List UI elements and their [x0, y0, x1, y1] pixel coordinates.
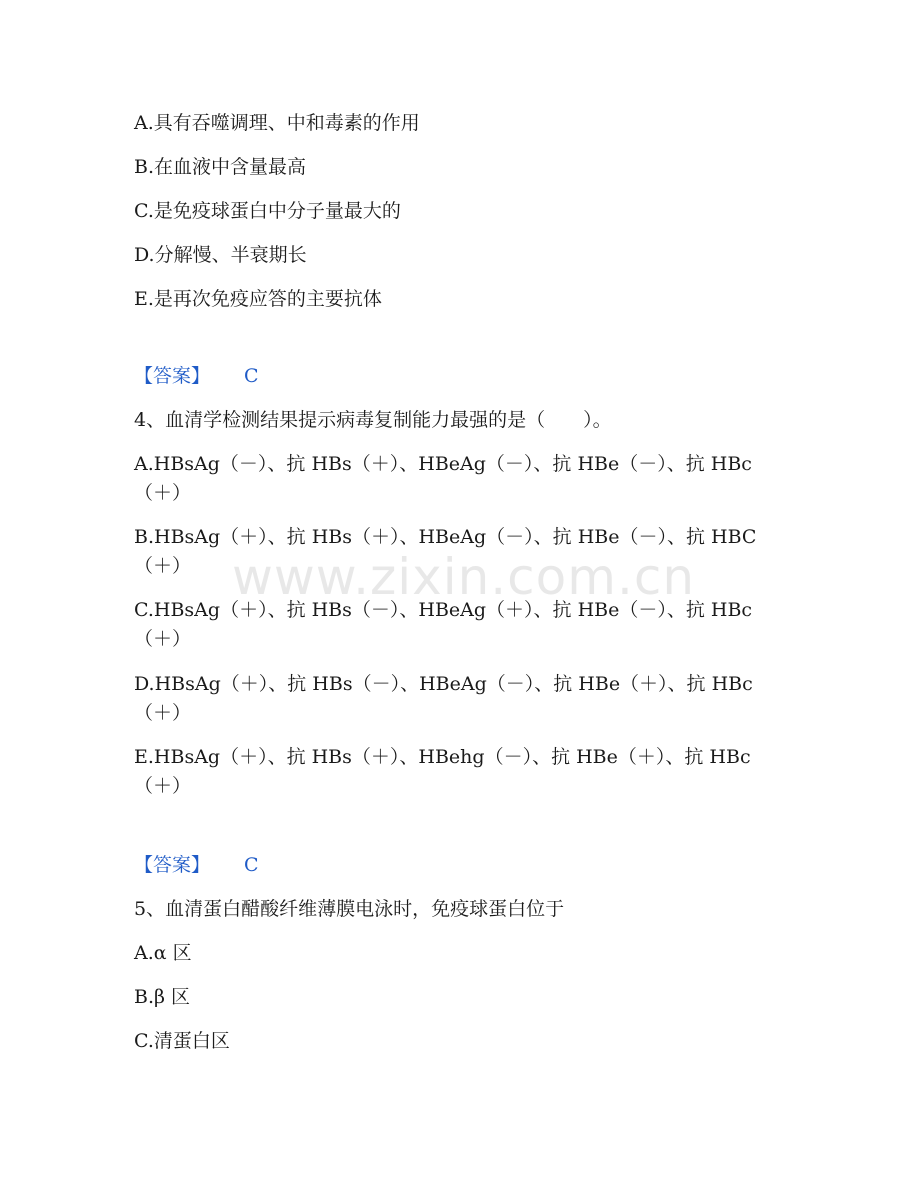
q3-option-d: D.分解慢、半衰期长 — [134, 244, 307, 266]
q4-option-d: D.HBsAg（＋）、抗 HBs（－）、HBeAg（－）、抗 HBe（＋）、抗 HBc（＋） — [134, 673, 753, 724]
q4-option-a: A.HBsAg（－）、抗 HBs（＋）、HBeAg（－）、抗 HBe（－）、抗 HBc（＋） — [134, 453, 752, 504]
q3-option-c: C.是免疫球蛋白中分子量最大的 — [134, 200, 401, 222]
answer-value: C — [244, 854, 259, 876]
answer-value: C — [244, 365, 259, 387]
q5-stem: 5、血清蛋白醋酸纤维薄膜电泳时，免疫球蛋白位于 — [134, 898, 565, 920]
q4-answer — [134, 851, 259, 880]
q3-answer — [134, 362, 259, 391]
watermark: www.zixin.com.cn — [232, 548, 696, 606]
q5-option-b: B.β 区 — [134, 986, 191, 1008]
q4-option-c: C.HBsAg（＋）、抗 HBs（－）、HBeAg（＋）、抗 HBe（－）、抗 HBc（＋） — [134, 599, 753, 650]
q3-option-a: A.具有吞噬调理、中和毒素的作用 — [134, 112, 420, 134]
q4-option-b: B.HBsAg（＋）、抗 HBs（＋）、HBeAg（－）、抗 HBe（－）、抗 HBC（＋） — [134, 526, 757, 577]
q3-option-e: E.是再次免疫应答的主要抗体 — [134, 288, 382, 310]
q4-option-e: E.HBsAg（＋）、抗 HBs（＋）、HBehg（－）、抗 HBe（＋）、抗 HBc（＋） — [134, 746, 751, 797]
q5-option-a: A.α 区 — [134, 942, 192, 964]
answer-label: 【答案】 — [134, 365, 211, 387]
q5-option-c: C.清蛋白区 — [134, 1030, 230, 1052]
answer-label: 【答案】 — [134, 854, 211, 876]
q4-stem: 4、血清学检测结果提示病毒复制能力最强的是（ ）。 — [134, 409, 612, 431]
q3-option-b: B.在血液中含量最高 — [134, 156, 307, 178]
